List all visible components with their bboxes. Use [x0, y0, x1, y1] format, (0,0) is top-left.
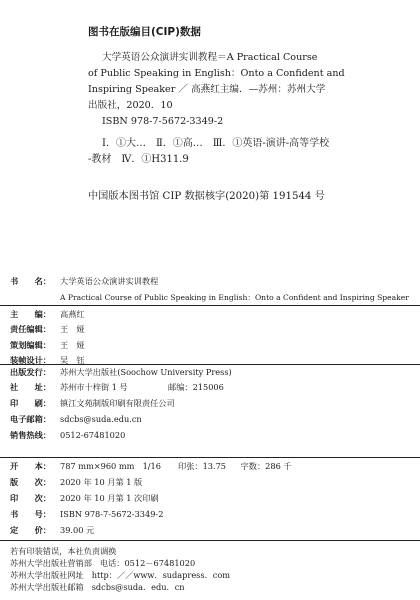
- sheets-label: 印张：: [178, 461, 203, 471]
- responsible-editor-row: [10, 324, 416, 335]
- marketing-label: 苏州大学出版社营销部: [10, 558, 92, 568]
- cip-record-number: 中国版本图书馆 CIP 数据核字(2020)第 191544 号: [88, 191, 325, 202]
- book-title-en: A Practical Course of Public Speaking in English：Onto a Confident and Inspiring Speaker: [60, 293, 409, 302]
- publisher-row: [10, 367, 416, 378]
- footer-notice: 若有印装错误，本社负责调换: [10, 546, 117, 556]
- printer-label: 印 刷：: [10, 398, 51, 408]
- email-label: 电子邮箱：: [10, 414, 51, 424]
- format-row: [10, 461, 416, 472]
- cip-isbn: ISBN 978-7-5672-3349-2: [102, 116, 224, 127]
- cip-header: 图书在版编目(CIP)数据: [88, 26, 201, 38]
- web-label: 苏州大学出版社网址: [10, 570, 84, 580]
- book-title-en-row: [10, 292, 416, 303]
- sheets: 13.75: [202, 461, 227, 471]
- footer: [10, 545, 230, 593]
- impression: 2020 年 10 月第 1 次印刷: [60, 493, 159, 503]
- cip-classification-line: Ⅰ．①大… Ⅱ．①高… Ⅲ．①英语-演讲-高等学校: [102, 138, 330, 149]
- editor-row: [10, 309, 416, 320]
- edition-row: [10, 477, 416, 488]
- words: 286 千: [265, 461, 292, 471]
- isbn-label: 书 号：: [10, 509, 51, 519]
- designer-label: 装帧设计：: [10, 355, 51, 365]
- format-label: 开 本：: [10, 461, 51, 471]
- edition-label: 版 次：: [10, 477, 51, 487]
- publication-info: [10, 276, 416, 303]
- sales-row: [10, 430, 416, 441]
- divider: [0, 305, 420, 306]
- impression-row: [10, 493, 416, 504]
- divider: [0, 364, 420, 365]
- divider: [0, 540, 420, 541]
- responsible-editor: 王 娅: [60, 324, 85, 334]
- cip-entry-line: 出版社，2020．10: [88, 100, 173, 111]
- isbn: ISBN 978-7-5672-3349-2: [60, 509, 164, 519]
- planning-editor-row: [10, 340, 416, 351]
- address: 苏州市十梓街 1 号: [60, 382, 128, 392]
- cip-entry-line: 大学英语公众演讲实训教程＝A Practical Course: [102, 52, 318, 63]
- sales-label: 销售热线：: [10, 430, 51, 440]
- address-label: 社 址：: [10, 382, 51, 392]
- words-label: 字数：: [240, 461, 266, 471]
- marketing-phone-label: 电话：: [99, 558, 125, 568]
- edition: 2020 年 10 月第 1 版: [60, 477, 143, 487]
- editor: 高燕红: [60, 309, 85, 319]
- divider: [0, 457, 420, 458]
- address-row: [10, 382, 416, 393]
- planning-editor-label: 策划编辑：: [10, 340, 51, 350]
- mail: sdcbs@suda．edu．cn: [91, 582, 185, 592]
- cip-classification-line: -教材 Ⅳ．①H311.9: [88, 154, 189, 165]
- book-title-label: 书 名：: [10, 276, 51, 286]
- designer: 吴 钰: [60, 355, 85, 365]
- email-row: [10, 414, 416, 425]
- cip-entry-line: Inspiring Speaker ／ 高燕红主编．—苏州：苏州大学: [88, 84, 326, 95]
- publisher-label: 出版发行：: [10, 367, 51, 377]
- price-label: 定 价：: [10, 525, 51, 535]
- printer: 镇江文苑制版印刷有限责任公司: [60, 398, 175, 408]
- web-url: http：／／www．sudapress．com: [91, 570, 231, 580]
- printer-row: [10, 398, 416, 409]
- publisher: 苏州大学出版社(Soochow University Press): [60, 367, 232, 377]
- mail-label: 苏州大学出版社邮箱: [10, 582, 84, 592]
- footer-web: [10, 569, 230, 581]
- sales: 0512-67481020: [60, 430, 126, 440]
- responsible-editor-label: 责任编辑：: [10, 324, 51, 334]
- footer-marketing: [10, 557, 230, 569]
- cip-entry-line: of Public Speaking in English：Onto a Confident and: [88, 68, 345, 79]
- publisher-info: [10, 367, 416, 441]
- marketing-phone: 0512－67481020: [124, 558, 196, 568]
- book-title-row: [10, 276, 416, 287]
- planning-editor: 王 娅: [60, 340, 85, 350]
- staff-info: [10, 309, 416, 366]
- isbn-row: [10, 509, 416, 520]
- footer-mail: [10, 581, 230, 593]
- postcode: 215006: [192, 382, 224, 392]
- impression-label: 印 次：: [10, 493, 51, 503]
- postcode-label: 邮编：: [168, 382, 193, 392]
- email: sdcbs@suda.edu.cn: [60, 414, 142, 424]
- price-row: [10, 525, 416, 536]
- print-info: [10, 461, 416, 536]
- editor-label: 主 编：: [10, 309, 51, 319]
- price: 39.00 元: [60, 525, 95, 535]
- format: 787 mm×960 mm 1/16: [60, 461, 161, 471]
- book-title: 大学英语公众演讲实训教程: [60, 276, 159, 286]
